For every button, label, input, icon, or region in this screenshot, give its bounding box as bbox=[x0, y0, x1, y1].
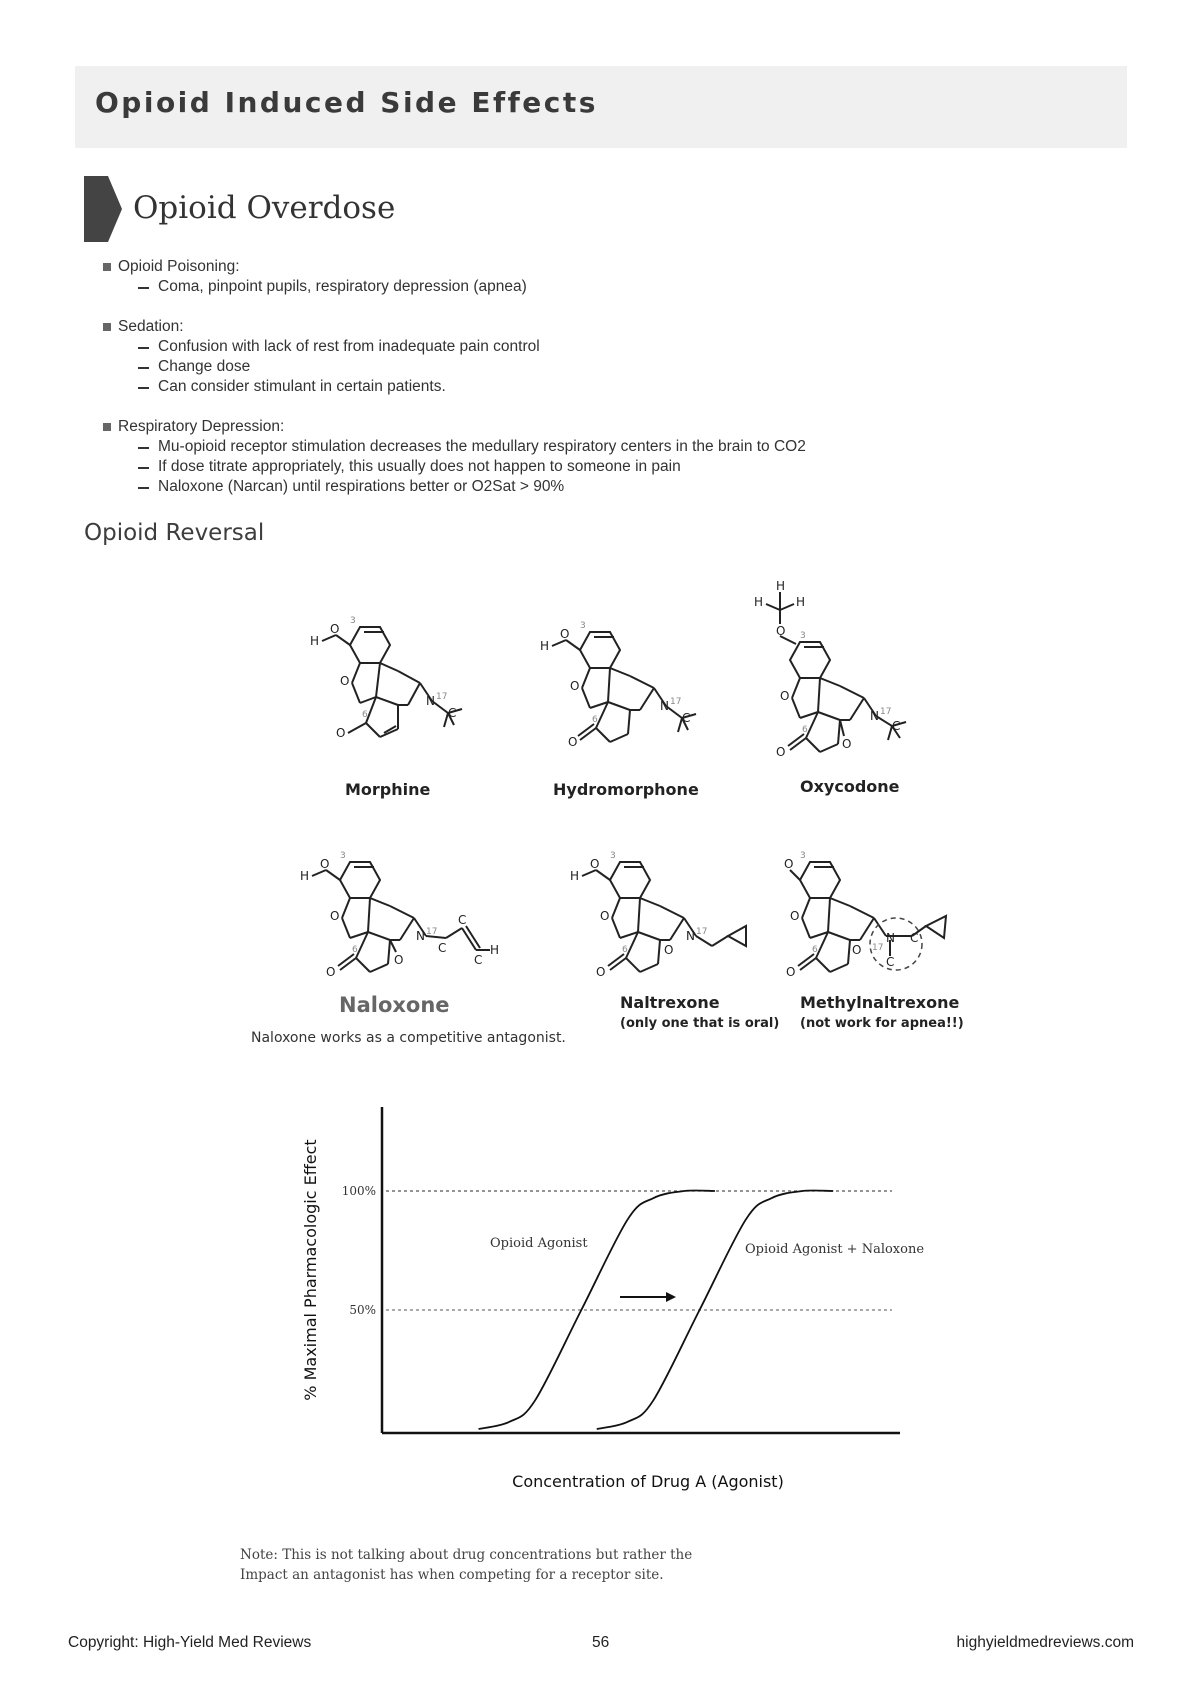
position-label: 3 bbox=[340, 851, 346, 861]
page-header bbox=[75, 66, 1127, 148]
atom-label: C bbox=[438, 941, 447, 955]
oxycodone-label: Oxycodone bbox=[800, 777, 900, 796]
bullet-group-respiratory bbox=[102, 416, 1002, 497]
atom-label: C bbox=[886, 955, 895, 969]
position-label: 3 bbox=[800, 631, 806, 641]
naltrexone-structure bbox=[560, 840, 770, 990]
atom-label: C bbox=[892, 719, 901, 733]
atom-label: O bbox=[394, 953, 404, 967]
naloxone-description: Naloxone works as a competitive antagonist. bbox=[251, 1030, 566, 1046]
series-label-agonist-naloxone: Opioid Agonist + Naloxone bbox=[745, 1242, 925, 1257]
footer-page-number: 56 bbox=[592, 1634, 610, 1651]
position-label: 17 bbox=[880, 707, 892, 717]
section-title: Opioid Overdose bbox=[133, 190, 396, 226]
position-label: 3 bbox=[610, 851, 616, 861]
atom-label: O bbox=[780, 689, 790, 703]
atom-label: H bbox=[540, 639, 550, 653]
atom-label: C bbox=[474, 953, 483, 967]
bullet-label: Sedation: bbox=[102, 316, 1002, 337]
morphine-label: Morphine bbox=[345, 780, 431, 799]
chart-note bbox=[240, 1545, 760, 1585]
footer-copyright: Copyright: High-Yield Med Reviews bbox=[68, 1634, 312, 1651]
atom-label: O bbox=[664, 943, 674, 957]
footer-website: highyieldmedreviews.com bbox=[956, 1634, 1134, 1651]
naloxone-structure bbox=[290, 840, 510, 990]
y-axis-label: % Maximal Pharmacologic Effect bbox=[301, 1139, 320, 1401]
bullet-group-poisoning bbox=[102, 256, 1002, 297]
shift-right-arrow-icon bbox=[620, 1292, 676, 1302]
atom-label: O bbox=[842, 737, 852, 751]
page-title: Opioid Induced Side Effects bbox=[95, 86, 598, 119]
bullet-item: If dose titrate appropriately, this usually does not happen to someone in pain bbox=[102, 457, 1002, 477]
atom-label: O bbox=[570, 679, 580, 693]
atom-label: O bbox=[776, 745, 786, 759]
bullet-label: Opioid Poisoning: bbox=[102, 256, 1002, 277]
methylnaltrexone-label: Methylnaltrexone bbox=[800, 993, 960, 1012]
note-line-1: Note: This is not talking about drug concentrations but rather the bbox=[240, 1547, 693, 1563]
atom-label: O bbox=[560, 627, 570, 641]
atom-label: O bbox=[320, 857, 330, 871]
atom-label: O bbox=[600, 909, 610, 923]
atom-label: H bbox=[490, 943, 500, 957]
methylnaltrexone-structure bbox=[750, 840, 970, 990]
position-label: 17 bbox=[670, 697, 682, 707]
position-label: 6 bbox=[352, 945, 358, 955]
position-label: 6 bbox=[812, 945, 818, 955]
bullet-item: Mu-opioid receptor stimulation decreases the medullary respiratory centers in the brain to CO2 bbox=[102, 437, 1002, 457]
position-label: 6 bbox=[362, 710, 368, 720]
atom-label: O bbox=[330, 909, 340, 923]
methylnaltrexone-note: (not work for apnea!!) bbox=[800, 1016, 964, 1031]
dose-response-chart bbox=[290, 1095, 930, 1505]
bullet-item: Change dose bbox=[102, 357, 1002, 377]
position-label: 3 bbox=[800, 851, 806, 861]
atom-label: O bbox=[590, 857, 600, 871]
bullet-item: Confusion with lack of rest from inadequate pain control bbox=[102, 337, 1002, 357]
note-line-2: Impact an antagonist has when competing for a receptor site. bbox=[240, 1567, 664, 1583]
naloxone-label: Naloxone bbox=[339, 993, 450, 1017]
position-label: 17 bbox=[436, 692, 448, 702]
atom-label: O bbox=[776, 624, 786, 638]
bullet-label: Respiratory Depression: bbox=[102, 416, 1002, 437]
atom-label: H bbox=[570, 869, 580, 883]
morphine-structure bbox=[300, 605, 480, 770]
oxycodone-structure bbox=[740, 580, 930, 770]
atom-label: N bbox=[660, 699, 669, 713]
atom-label: O bbox=[596, 965, 606, 979]
position-label: 6 bbox=[802, 725, 808, 735]
y-tick-label: 50% bbox=[349, 1303, 376, 1317]
atom-label: O bbox=[330, 622, 340, 636]
bullet-item: Can consider stimulant in certain patients. bbox=[102, 377, 1002, 397]
atom-label: C bbox=[448, 706, 457, 720]
atom-label: C bbox=[682, 711, 691, 725]
position-label: 3 bbox=[350, 616, 356, 626]
bullet-list bbox=[102, 256, 1002, 516]
position-label: 3 bbox=[580, 621, 586, 631]
naltrexone-label: Naltrexone bbox=[620, 993, 720, 1012]
position-label: 17 bbox=[872, 943, 884, 953]
position-label: 17 bbox=[426, 927, 438, 937]
atom-label: H bbox=[300, 869, 310, 883]
x-axis-label: Concentration of Drug A (Agonist) bbox=[512, 1472, 784, 1491]
bullet-item: Naloxone (Narcan) until respirations better or O2Sat > 90% bbox=[102, 477, 1002, 497]
reversal-heading: Opioid Reversal bbox=[84, 520, 265, 546]
position-label: 17 bbox=[696, 927, 708, 937]
atom-label: H bbox=[754, 595, 764, 609]
atom-label: O bbox=[326, 965, 336, 979]
series-label-opioid-agonist: Opioid Agonist bbox=[490, 1236, 588, 1251]
atom-label: H bbox=[310, 634, 320, 648]
hydromorphone-label: Hydromorphone bbox=[553, 780, 699, 799]
hydromorphone-structure bbox=[530, 610, 710, 770]
atom-label: N bbox=[886, 931, 895, 945]
position-label: 6 bbox=[622, 945, 628, 955]
atom-label: N bbox=[426, 694, 435, 708]
atom-label: O bbox=[852, 943, 862, 957]
atom-label: O bbox=[568, 735, 578, 749]
atom-label: O bbox=[340, 674, 350, 688]
atom-label: O bbox=[784, 857, 794, 871]
atom-label: H bbox=[776, 580, 786, 593]
atom-label: C bbox=[458, 913, 467, 927]
bullet-group-sedation bbox=[102, 316, 1002, 397]
atom-label: H bbox=[796, 595, 806, 609]
naltrexone-note: (only one that is oral) bbox=[620, 1016, 780, 1031]
atom-label: N bbox=[686, 929, 695, 943]
y-tick-label: 100% bbox=[341, 1184, 376, 1198]
bullet-item: Coma, pinpoint pupils, respiratory depression (apnea) bbox=[102, 277, 1002, 297]
atom-label: O bbox=[336, 726, 346, 740]
position-label: 6 bbox=[592, 715, 598, 725]
atom-label: O bbox=[790, 909, 800, 923]
atom-label: N bbox=[870, 709, 879, 723]
section-arrow-icon bbox=[84, 176, 122, 242]
atom-label: N bbox=[416, 929, 425, 943]
atom-label: O bbox=[786, 965, 796, 979]
atom-label: C bbox=[910, 931, 919, 945]
